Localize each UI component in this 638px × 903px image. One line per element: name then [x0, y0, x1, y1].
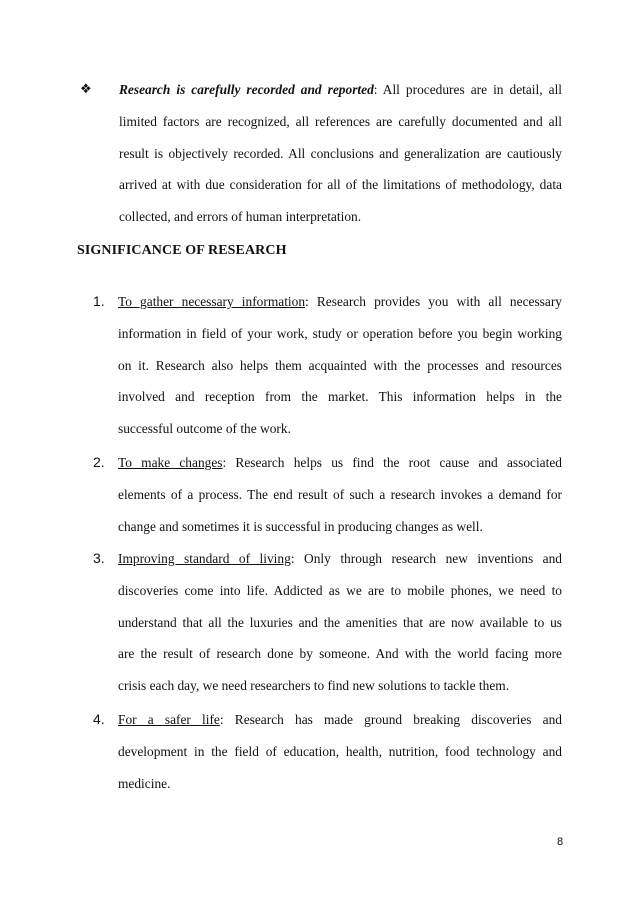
- list-item-text: discoveries come into life. Addicted as we are to mobile phones, we need to: [118, 582, 562, 598]
- list-item-number: 2.: [93, 454, 105, 470]
- list-item-text: : Research provides you with all necessary: [305, 294, 562, 309]
- list-item: [93, 286, 562, 445]
- list-item-text: change and sometimes it is successful in producing changes as well.: [118, 518, 483, 534]
- list-item-line: [93, 318, 562, 350]
- section-heading: SIGNIFICANCE OF RESEARCH: [77, 243, 287, 258]
- list-item-line: [93, 638, 562, 670]
- bullet-line-text: limited factors are recognized, all references are carefully documented and all: [119, 113, 562, 129]
- list-item-text: crisis each day, we need researchers to find new solutions to tackle them.: [118, 678, 510, 694]
- list-item-number: 3.: [93, 550, 105, 566]
- list-item-text: medicine.: [118, 775, 171, 791]
- paragraph-line: [80, 169, 562, 201]
- bullet-line-text: result is objectively recorded. All conclusions and generalization are cautiously: [119, 145, 562, 161]
- list-item-text: : Only through research new inventions and: [290, 551, 563, 566]
- list-item-line: [93, 768, 562, 800]
- paragraph-line: [80, 138, 562, 170]
- list-item-line: [93, 350, 562, 382]
- list-item-text: on it. Research also helps them acquainted with the processes and resources: [118, 357, 562, 373]
- list-item-line: [93, 447, 562, 479]
- list-item-title: For a safer life: [118, 712, 220, 727]
- diamond-bullet-icon: ❖: [80, 82, 92, 97]
- paragraph-line: [80, 201, 562, 233]
- list-item-text: involved and reception from the market. This information helps in the: [118, 389, 562, 405]
- list-item-line: [93, 511, 562, 543]
- list-item-line: [93, 413, 562, 445]
- list-item-line: [93, 479, 562, 511]
- list-item-line: [93, 575, 562, 607]
- list-item-number: 1.: [93, 293, 105, 309]
- list-item-line: [93, 704, 562, 736]
- list-item-number: 4.: [93, 711, 105, 727]
- list-item-text: : Research helps us find the root cause and associated: [222, 455, 562, 470]
- bullet-lead-text: Research is carefully recorded and reported: [119, 82, 374, 97]
- list-item-text: elements of a process. The end result of such a research invokes a demand for: [118, 486, 562, 502]
- paragraph-line: [80, 106, 562, 138]
- list-item-line: [93, 543, 562, 575]
- bullet-line-text: arrived at with due consideration for all of the limitations of methodology, data: [119, 177, 562, 193]
- list-item-title: To make changes: [118, 455, 223, 470]
- bullet-paragraph: [80, 74, 562, 233]
- paragraph-line: [80, 74, 562, 106]
- list-item-text: are the result of research done by someone. And with the world facing more: [118, 646, 562, 662]
- list-item-text: successful outcome of the work.: [118, 421, 291, 437]
- list-item-line: [93, 286, 562, 318]
- list-item-text: development in the field of education, health, nutrition, food technology and: [118, 743, 562, 759]
- bullet-line-text: collected, and errors of human interpretation.: [119, 209, 362, 225]
- list-item-line: [93, 736, 562, 768]
- list-item-text: information in field of your work, study or operation before you begin working: [118, 325, 562, 341]
- list-item-line: [93, 607, 562, 639]
- list-item: [93, 704, 562, 799]
- list-item-line: [93, 381, 562, 413]
- list-item-title: Improving standard of living: [118, 551, 291, 566]
- list-item: [93, 447, 562, 542]
- bullet-line-text: : All procedures are in detail, all: [373, 82, 563, 97]
- list-item-text: : Research has made ground breaking discoveries and: [219, 712, 562, 727]
- list-item-line: [93, 670, 562, 702]
- page-number: 8: [557, 836, 564, 848]
- list-item-text: understand that all the luxuries and the amenities that are now available to us: [118, 614, 562, 630]
- list-item-title: To gather necessary information: [118, 294, 306, 309]
- list-item: [93, 543, 562, 702]
